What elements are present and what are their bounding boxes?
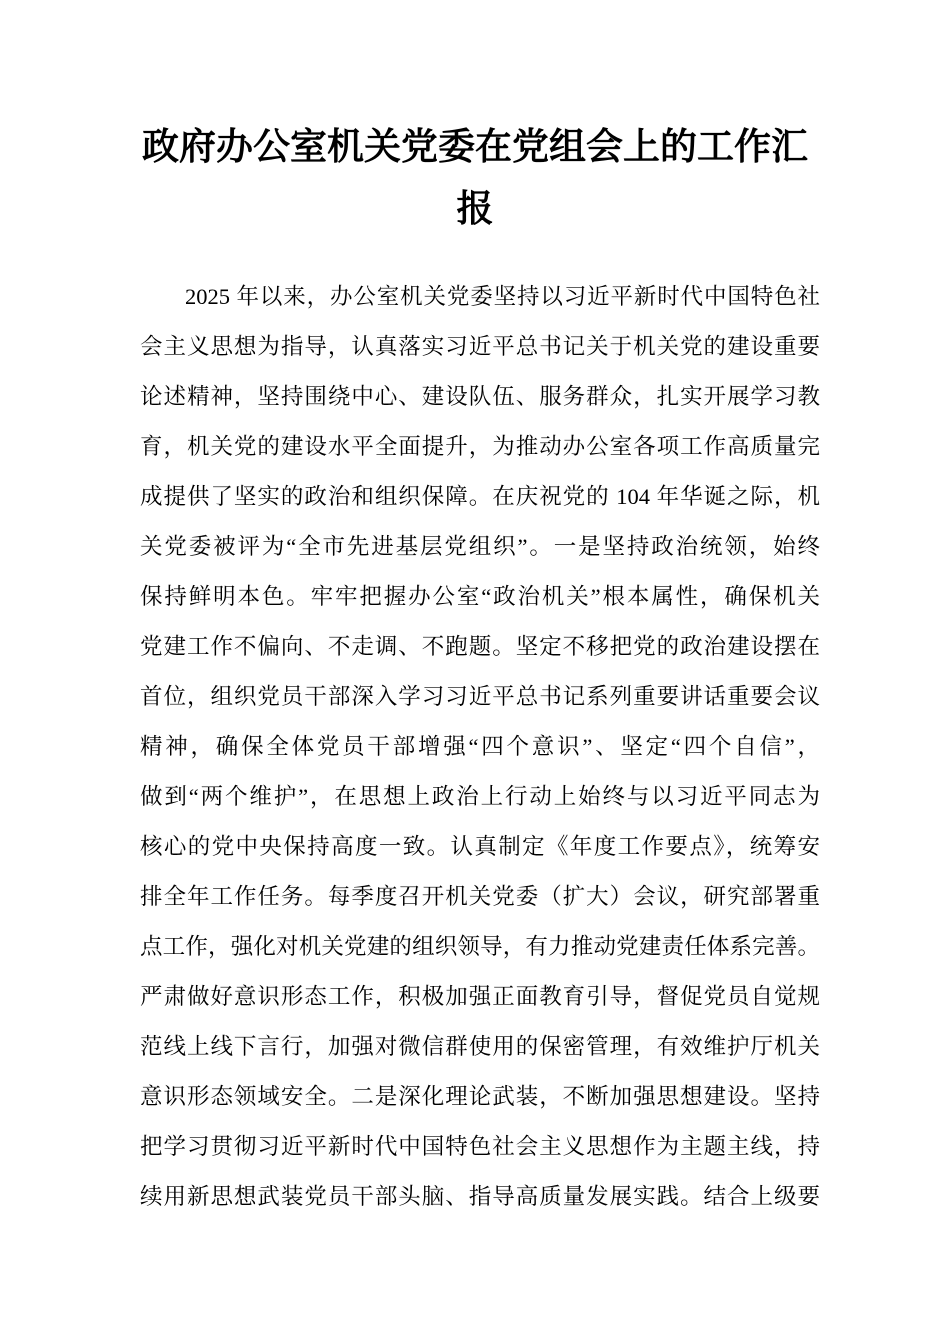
body-line: 点工作，强化对机关党建的组织领导，有力推动党建责任体系完善。 [140,934,820,959]
document-title: 政府办公室机关党委在党组会上的工作汇报 [142,126,808,229]
body-line: 核心的党中央保持高度一致。认真制定《年度工作要点》，统筹安 [140,834,820,859]
body-line: 精神，确保全体党员干部增强“四个意识”、坚定“四个自信”， [140,734,820,759]
body-line: 论述精神，坚持围绕中心、建设队伍、服务群众，扎实开展学习教 [140,384,820,409]
body-line: 范线上线下言行，加强对微信群使用的保密管理，有效维护厅机关 [140,1034,820,1059]
body-line: 保持鲜明本色。牢牢把握办公室“政治机关”根本属性，确保机关 [140,584,820,609]
body-line: 党建工作不偏向、不走调、不跑题。坚定不移把党的政治建设摆在 [140,634,820,659]
body-line: 2025 年以来，办公室机关党委坚持以习近平新时代中国特色社 [185,284,820,309]
body-line: 育，机关党的建设水平全面提升，为推动办公室各项工作高质量完 [140,434,820,459]
document-body [140,272,820,1222]
body-line: 把学习贯彻习近平新时代中国特色社会主义思想作为主题主线，持 [140,1134,820,1159]
body-line: 会主义思想为指导，认真落实习近平总书记关于机关党的建设重要 [140,334,820,359]
body-line: 成提供了坚实的政治和组织保障。在庆祝党的 104 年华诞之际，机 [140,484,820,509]
body-line: 排全年工作任务。每季度召开机关党委（扩大）会议，研究部署重 [140,884,820,909]
body-line: 首位，组织党员干部深入学习习近平总书记系列重要讲话重要会议 [140,684,820,709]
body-line: 做到“两个维护”，在思想上政治上行动上始终与以习近平同志为 [140,784,820,809]
body-line: 续用新思想武装党员干部头脑、指导高质量发展实践。结合上级要 [140,1184,820,1209]
body-line: 意识形态领域安全。二是深化理论武装，不断加强思想建设。坚持 [140,1084,820,1109]
body-line: 关党委被评为“全市先进基层党组织”。一是坚持政治统领，始终 [140,534,820,559]
body-line: 严肃做好意识形态工作，积极加强正面教育引导，督促党员自觉规 [140,984,820,1009]
